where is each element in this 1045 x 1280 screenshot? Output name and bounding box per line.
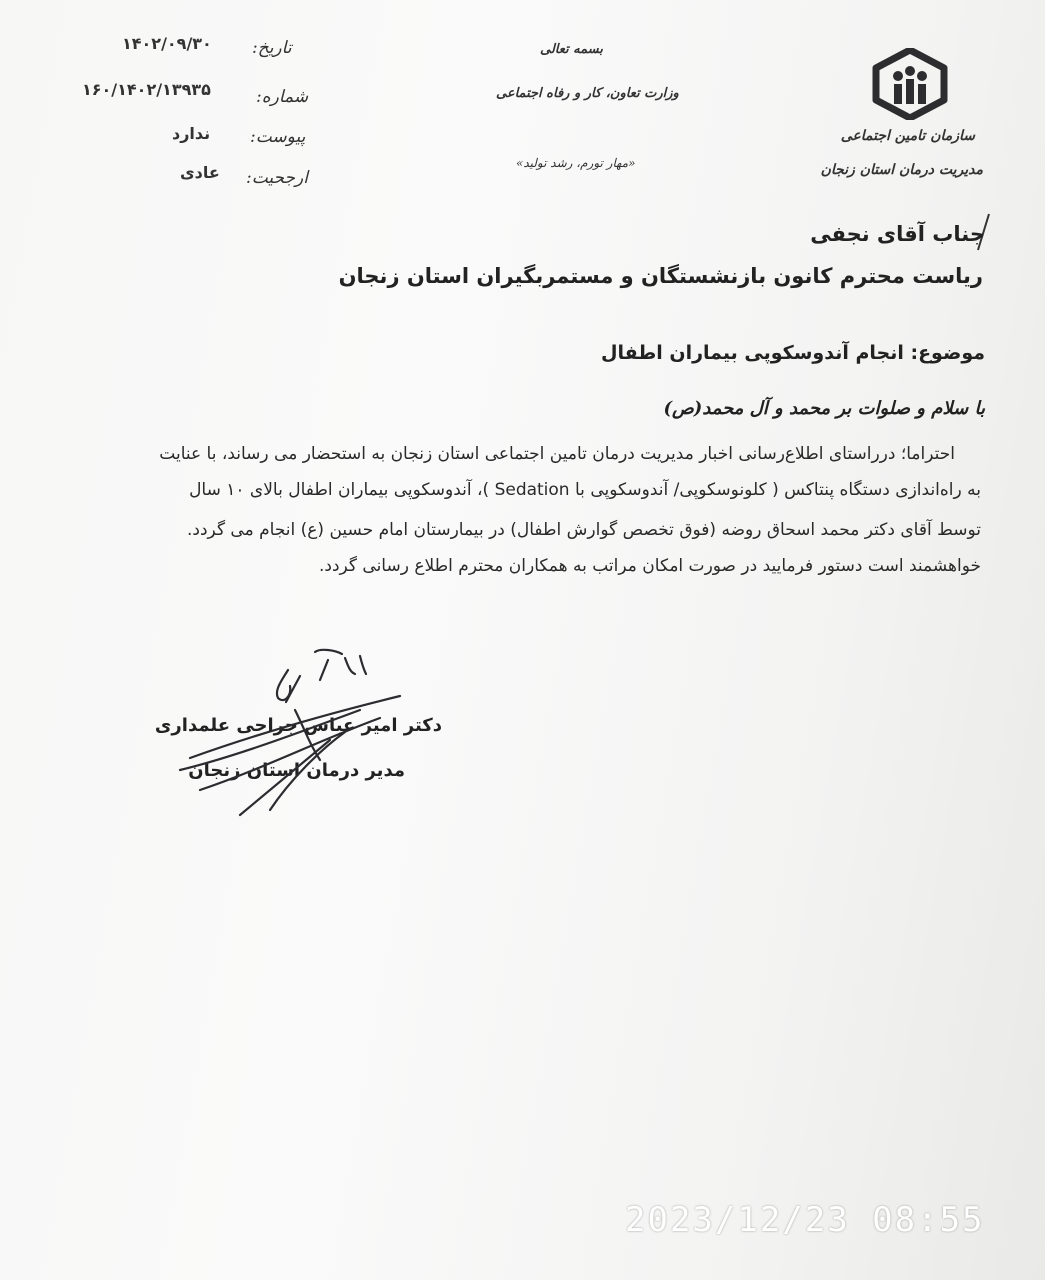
body-line-1: احتراما؛ درراستای اطلاع‌رسانی اخبار مدیریت درمان تامین اجتماعی استان زنجان به استحضار می رساند، با عنایت bbox=[159, 444, 955, 464]
photo-timestamp: 2023/12/23 08:55 bbox=[625, 1200, 985, 1240]
letter-greeting: با سلام و صلوات بر محمد و آل محمد(ص) bbox=[663, 398, 985, 419]
basmala: بسمه تعالی bbox=[540, 42, 603, 57]
org-subtitle: مدیریت درمان استان زنجان bbox=[820, 162, 983, 178]
attachment-label: پیوست: bbox=[250, 127, 306, 147]
date-value: ۱۴۰۲/۰۹/۳۰ bbox=[122, 34, 212, 53]
signatory-name: دکتر امیر عباس جراحی علمداری bbox=[154, 715, 442, 736]
number-label: شماره: bbox=[256, 87, 309, 107]
handwritten-signature bbox=[170, 640, 430, 824]
letter-subject: موضوع: انجام آندوسکوپی بیماران اطفال bbox=[601, 342, 985, 364]
org-name: سازمان تامین اجتماعی bbox=[840, 128, 975, 144]
number-value: ۱۶۰/۱۴۰۲/۱۳۹۳۵ bbox=[82, 80, 211, 99]
ministry-name: وزارت تعاون، کار و رفاه اجتماعی bbox=[496, 86, 679, 101]
social-security-logo bbox=[862, 48, 958, 120]
body-line-3: توسط آقای دکتر محمد اسحاق روضه (فوق تخصص گوارش اطفال) در بیمارستان امام حسین (ع) انجام می گردد. bbox=[187, 520, 981, 540]
year-slogan: «مهار تورم، رشد تولید» bbox=[516, 156, 636, 170]
attachment-value: ندارد bbox=[172, 124, 211, 143]
recipient-name: جناب آقای نجفی bbox=[810, 222, 985, 246]
urgency-value: عادی bbox=[180, 163, 220, 182]
date-label: تاریخ: bbox=[252, 38, 292, 58]
signatory-title: مدیر درمان استان زنجان bbox=[188, 760, 405, 781]
recipient-position: ریاست محترم کانون بازنشستگان و مستمربگیران استان زنجان bbox=[338, 264, 983, 288]
body-line-2: به راه‌اندازی دستگاه پنتاکس ( کلونوسکوپی/ آندوسکوپی با Sedation )، آندوسکوپی بیماران اطفال بالای ۱۰ سال bbox=[189, 480, 981, 500]
body-line-4: خواهشمند است دستور فرمایید در صورت امکان مراتب به همکاران محترم اطلاع رسانی گردد. bbox=[318, 556, 981, 576]
urgency-label: ارجحیت: bbox=[246, 168, 308, 188]
